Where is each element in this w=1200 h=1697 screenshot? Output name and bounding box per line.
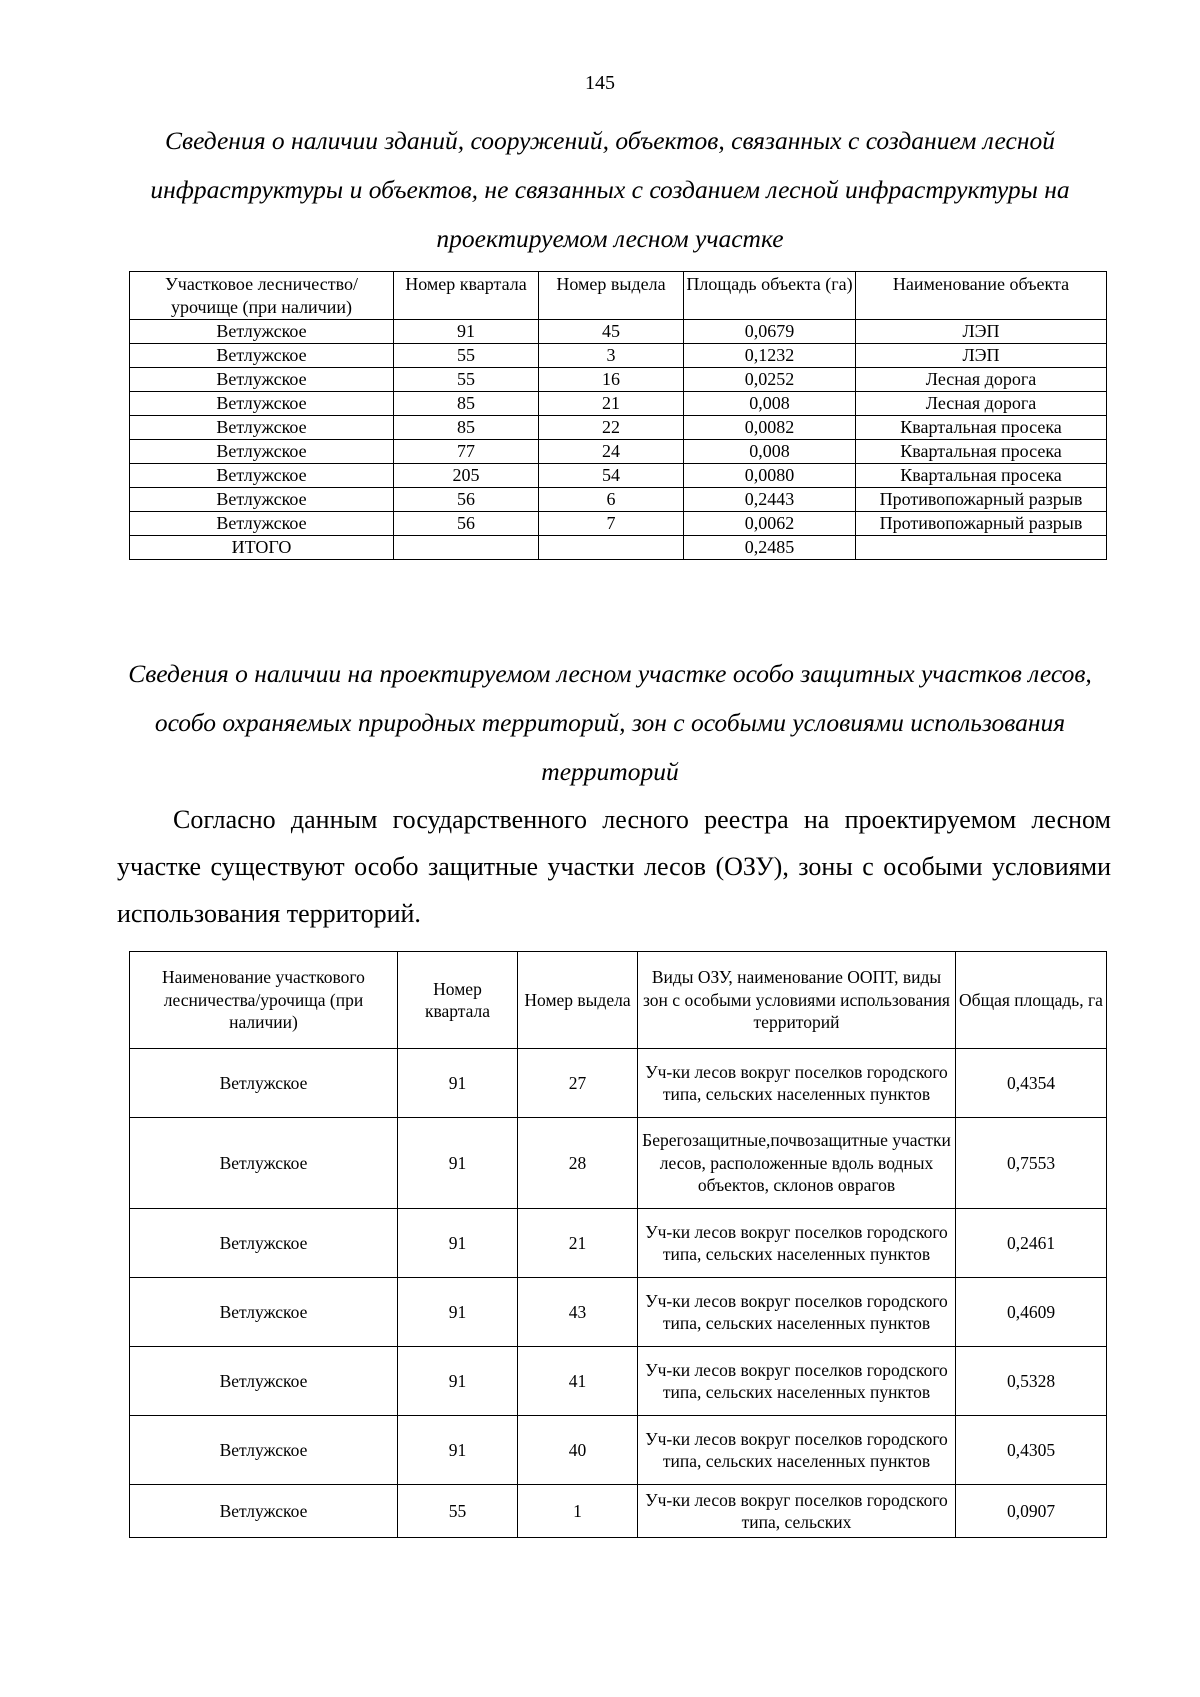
table-cell: 0,0907 [956, 1485, 1107, 1538]
table-cell: 0,7553 [956, 1118, 1107, 1209]
table-cell: 6 [539, 488, 684, 512]
section-title-protected-areas: Сведения о наличии на проектируемом лесном участке особо защитных участков лесов, особо охраняемых природных территорий, зон с особыми условиями использования территорий [128, 659, 1092, 786]
table-cell: 55 [398, 1485, 518, 1538]
header-cell: Общая площадь, га [956, 952, 1107, 1049]
table-cell: 45 [539, 320, 684, 344]
table-cell: 77 [394, 440, 539, 464]
table-row [130, 416, 1107, 440]
table-row [130, 440, 1107, 464]
table-row [130, 512, 1107, 536]
table-cell: 3 [539, 344, 684, 368]
table-cell: 0,008 [684, 392, 856, 416]
table-cell: Ветлужское [130, 1209, 398, 1278]
table-row [130, 392, 1107, 416]
table-cell: 0,5328 [956, 1347, 1107, 1416]
table-row [130, 488, 1107, 512]
table-cell [856, 536, 1107, 560]
table-cell: Ветлужское [130, 1485, 398, 1538]
table-cell [539, 536, 684, 560]
section-title-infrastructure: Сведения о наличии зданий, сооружений, объектов, связанных с созданием лесной инфраструктуры и объектов, не связанных с созданием лесной инфраструктуры на проектируемом лесном участке [150, 126, 1070, 253]
table-cell: Лесная дорога [856, 368, 1107, 392]
table-cell: Уч-ки лесов вокруг поселков городского типа, сельских населенных пунктов [638, 1416, 956, 1485]
header-cell: Наименование участкового лесничества/урочища (при наличии) [130, 952, 398, 1049]
table-cell: 28 [518, 1118, 638, 1209]
header-cell: Номер квартала [394, 272, 539, 320]
table-cell: 91 [394, 320, 539, 344]
table-cell: 91 [398, 1049, 518, 1118]
table-header-row [130, 272, 1107, 320]
table-cell: Ветлужское [130, 416, 394, 440]
table-cell: 0,0252 [684, 368, 856, 392]
page-number: 145 [585, 72, 615, 94]
table-cell: Квартальная просека [856, 464, 1107, 488]
table-cell: Берегозащитные,почвозащитные участки лесов, расположенные вдоль водных объектов, склонов оврагов [638, 1118, 956, 1209]
table-row [130, 464, 1107, 488]
table-cell: 54 [539, 464, 684, 488]
table-cell: 85 [394, 392, 539, 416]
table-cell: Уч-ки лесов вокруг поселков городского типа, сельских населенных пунктов [638, 1049, 956, 1118]
infrastructure-table [129, 271, 1107, 560]
table-cell: 24 [539, 440, 684, 464]
table-cell: 0,0679 [684, 320, 856, 344]
header-cell: Номер выдела [518, 952, 638, 1049]
table-header-row [130, 952, 1107, 1049]
table-cell: 56 [394, 512, 539, 536]
table-cell: ИТОГО [130, 536, 394, 560]
table-cell: 1 [518, 1485, 638, 1538]
table-cell: Ветлужское [130, 464, 394, 488]
header-cell: Участковое лесничество/ урочище (при наличии) [130, 272, 394, 320]
table-cell: 40 [518, 1416, 638, 1485]
header-cell: Виды ОЗУ, наименование ООПТ, виды зон с особыми условиями использования территорий [638, 952, 956, 1049]
table-cell: Лесная дорога [856, 392, 1107, 416]
table-cell: 85 [394, 416, 539, 440]
table-cell: Уч-ки лесов вокруг поселков городского типа, сельских населенных пунктов [638, 1209, 956, 1278]
table-cell: 0,1232 [684, 344, 856, 368]
table-cell: 43 [518, 1278, 638, 1347]
table-cell: Ветлужское [130, 1278, 398, 1347]
table-cell: 21 [539, 392, 684, 416]
table-cell: 0,4305 [956, 1416, 1107, 1485]
protected-areas-table [129, 951, 1107, 1538]
table-cell: 91 [398, 1209, 518, 1278]
table-cell: Квартальная просека [856, 416, 1107, 440]
table-cell: 56 [394, 488, 539, 512]
table-cell: 91 [398, 1416, 518, 1485]
table-cell: 22 [539, 416, 684, 440]
table-cell: 55 [394, 344, 539, 368]
table-cell: Ветлужское [130, 1118, 398, 1209]
table-cell: Ветлужское [130, 1416, 398, 1485]
table-cell: 205 [394, 464, 539, 488]
header-cell: Номер квартала [398, 952, 518, 1049]
table-cell: Квартальная просека [856, 440, 1107, 464]
table-row [130, 1049, 1107, 1118]
table-cell: 55 [394, 368, 539, 392]
table-cell [394, 536, 539, 560]
body-paragraph: Согласно данным государственного лесного реестра на проектируемом лесном участке существуют особо защитные участки лесов (ОЗУ), зоны с особыми условиями использования территорий. [117, 805, 1111, 928]
table-cell: ЛЭП [856, 344, 1107, 368]
table-cell: 91 [398, 1118, 518, 1209]
table-row [130, 1347, 1107, 1416]
table-cell: Уч-ки лесов вокруг поселков городского типа, сельских населенных пунктов [638, 1278, 956, 1347]
table-row [130, 536, 1107, 560]
header-cell: Номер выдела [539, 272, 684, 320]
header-cell: Площадь объекта (га) [684, 272, 856, 320]
table-cell: Противопожарный разрыв [856, 488, 1107, 512]
table-cell: Уч-ки лесов вокруг поселков городского типа, сельских населенных пунктов [638, 1347, 956, 1416]
table-row [130, 1278, 1107, 1347]
table-row [130, 344, 1107, 368]
table-cell: Ветлужское [130, 488, 394, 512]
table-cell: Противопожарный разрыв [856, 512, 1107, 536]
table-cell: 21 [518, 1209, 638, 1278]
table-cell: 16 [539, 368, 684, 392]
table-cell: Ветлужское [130, 1347, 398, 1416]
table-cell: 27 [518, 1049, 638, 1118]
table-cell: 0,0080 [684, 464, 856, 488]
table-cell: Ветлужское [130, 1049, 398, 1118]
table-cell: 7 [539, 512, 684, 536]
table-row [130, 1209, 1107, 1278]
table-row [130, 1485, 1107, 1538]
table-cell: Ветлужское [130, 512, 394, 536]
table-cell: 0,2443 [684, 488, 856, 512]
header-cell: Наименование объекта [856, 272, 1107, 320]
table-cell: Ветлужское [130, 320, 394, 344]
table-row [130, 368, 1107, 392]
table-cell: 0,4354 [956, 1049, 1107, 1118]
table-row [130, 320, 1107, 344]
table-cell: Ветлужское [130, 392, 394, 416]
table-cell: Ветлужское [130, 368, 394, 392]
table-cell: 41 [518, 1347, 638, 1416]
table-cell: 0,0062 [684, 512, 856, 536]
table-cell: Ветлужское [130, 440, 394, 464]
table-cell: 0,2461 [956, 1209, 1107, 1278]
table-row [130, 1416, 1107, 1485]
table-cell: ЛЭП [856, 320, 1107, 344]
table-cell: 0,008 [684, 440, 856, 464]
table-cell: 91 [398, 1278, 518, 1347]
table-cell: 0,4609 [956, 1278, 1107, 1347]
table-cell: 0,2485 [684, 536, 856, 560]
table-cell: Ветлужское [130, 344, 394, 368]
table-cell: 0,0082 [684, 416, 856, 440]
table-row [130, 1118, 1107, 1209]
table-cell: Уч-ки лесов вокруг поселков городского типа, сельских [638, 1485, 956, 1538]
table-cell: 91 [398, 1347, 518, 1416]
